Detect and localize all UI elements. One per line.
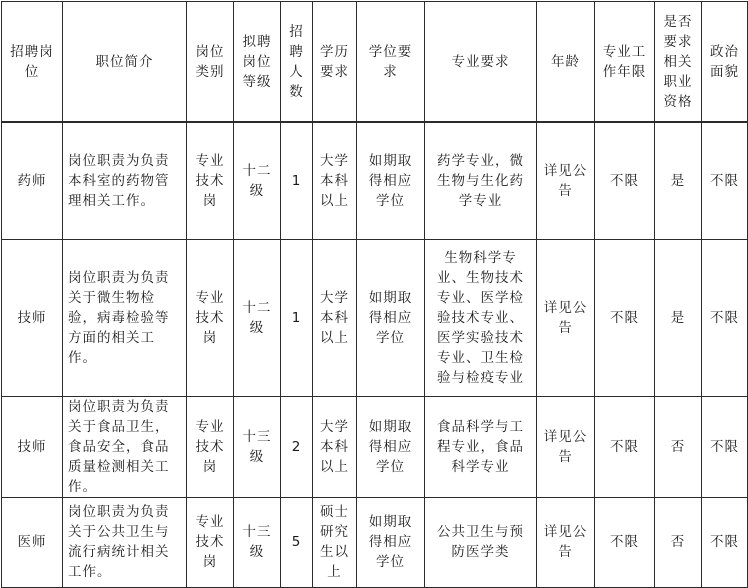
header-position: 招聘岗位 — [2, 2, 63, 123]
header-major: 专业要求 — [425, 2, 537, 123]
header-political-status: 政治面貌 — [702, 2, 748, 123]
cell-job-description: 岗位职责为负责关于公共卫生与流行病统计相关工作。 — [63, 497, 187, 587]
cell-position: 药师 — [2, 122, 63, 239]
cell-position-category: 专业技术岗 — [187, 497, 234, 587]
cell-political-status: 不限 — [702, 396, 748, 497]
header-degree: 学位要求 — [357, 2, 425, 123]
table-row — [2, 396, 748, 497]
cell-education: 大学本科以上 — [313, 396, 357, 497]
cell-job-description: 岗位职责为负责本科室的药物管理相关工作。 — [63, 122, 187, 239]
cell-major: 食品科学与工程专业，食品科学专业 — [425, 396, 537, 497]
cell-age: 详见公告 — [537, 122, 595, 239]
header-education: 学历要求 — [313, 2, 357, 123]
cell-headcount: 1 — [281, 122, 313, 239]
recruitment-table — [1, 1, 748, 588]
cell-qualification: 是 — [655, 239, 702, 396]
cell-degree: 如期取得相应学位 — [357, 396, 425, 497]
cell-job-description: 岗位职责为负责关于微生物检验，病毒检验等方面的相关工作。 — [63, 239, 187, 396]
cell-age: 详见公告 — [537, 396, 595, 497]
cell-age: 详见公告 — [537, 497, 595, 587]
cell-education: 大学本科以上 — [313, 239, 357, 396]
table-row — [2, 497, 748, 587]
header-position-level: 拟聘岗位等级 — [234, 2, 281, 123]
cell-work-years: 不限 — [595, 122, 655, 239]
header-age: 年龄 — [537, 2, 595, 123]
cell-position: 医师 — [2, 497, 63, 587]
cell-qualification: 是 — [655, 122, 702, 239]
cell-education: 硕士研究生以上 — [313, 497, 357, 587]
cell-degree: 如期取得相应学位 — [357, 497, 425, 587]
cell-position: 技师 — [2, 396, 63, 497]
cell-headcount: 5 — [281, 497, 313, 587]
header-qualification: 是否要求相关职业资格 — [655, 2, 702, 123]
cell-work-years: 不限 — [595, 396, 655, 497]
header-job-description: 职位简介 — [63, 2, 187, 123]
cell-position-level: 十二级 — [234, 122, 281, 239]
cell-job-description: 岗位职责为负责关于食品卫生，食品安全，食品质量检测相关工作。 — [63, 396, 187, 497]
cell-position-level: 十三级 — [234, 497, 281, 587]
cell-education: 大学本科以上 — [313, 122, 357, 239]
cell-work-years: 不限 — [595, 239, 655, 396]
cell-major: 公共卫生与预防医学类 — [425, 497, 537, 587]
cell-political-status: 不限 — [702, 122, 748, 239]
cell-major: 药学专业，微生物与生化药学专业 — [425, 122, 537, 239]
table-row — [2, 122, 748, 239]
cell-position-category: 专业技术岗 — [187, 239, 234, 396]
cell-headcount: 2 — [281, 396, 313, 497]
cell-age: 详见公告 — [537, 239, 595, 396]
cell-headcount: 1 — [281, 239, 313, 396]
cell-position: 技师 — [2, 239, 63, 396]
header-headcount: 招聘人数 — [281, 2, 313, 123]
table-header-row — [2, 2, 748, 123]
cell-major: 生物科学专业、生物技术专业、医学检验技术专业、医学实验技术专业、卫生检验与检疫专业 — [425, 239, 537, 396]
header-position-category: 岗位类别 — [187, 2, 234, 123]
cell-political-status: 不限 — [702, 497, 748, 587]
cell-position-level: 十三级 — [234, 396, 281, 497]
table-row — [2, 239, 748, 396]
cell-political-status: 不限 — [702, 239, 748, 396]
cell-degree: 如期取得相应学位 — [357, 122, 425, 239]
cell-work-years: 不限 — [595, 497, 655, 587]
cell-qualification: 否 — [655, 497, 702, 587]
header-work-years: 专业工作年限 — [595, 2, 655, 123]
cell-position-category: 专业技术岗 — [187, 122, 234, 239]
cell-degree: 如期取得相应学位 — [357, 239, 425, 396]
cell-position-level: 十二级 — [234, 239, 281, 396]
cell-qualification: 否 — [655, 396, 702, 497]
cell-position-category: 专业技术岗 — [187, 396, 234, 497]
